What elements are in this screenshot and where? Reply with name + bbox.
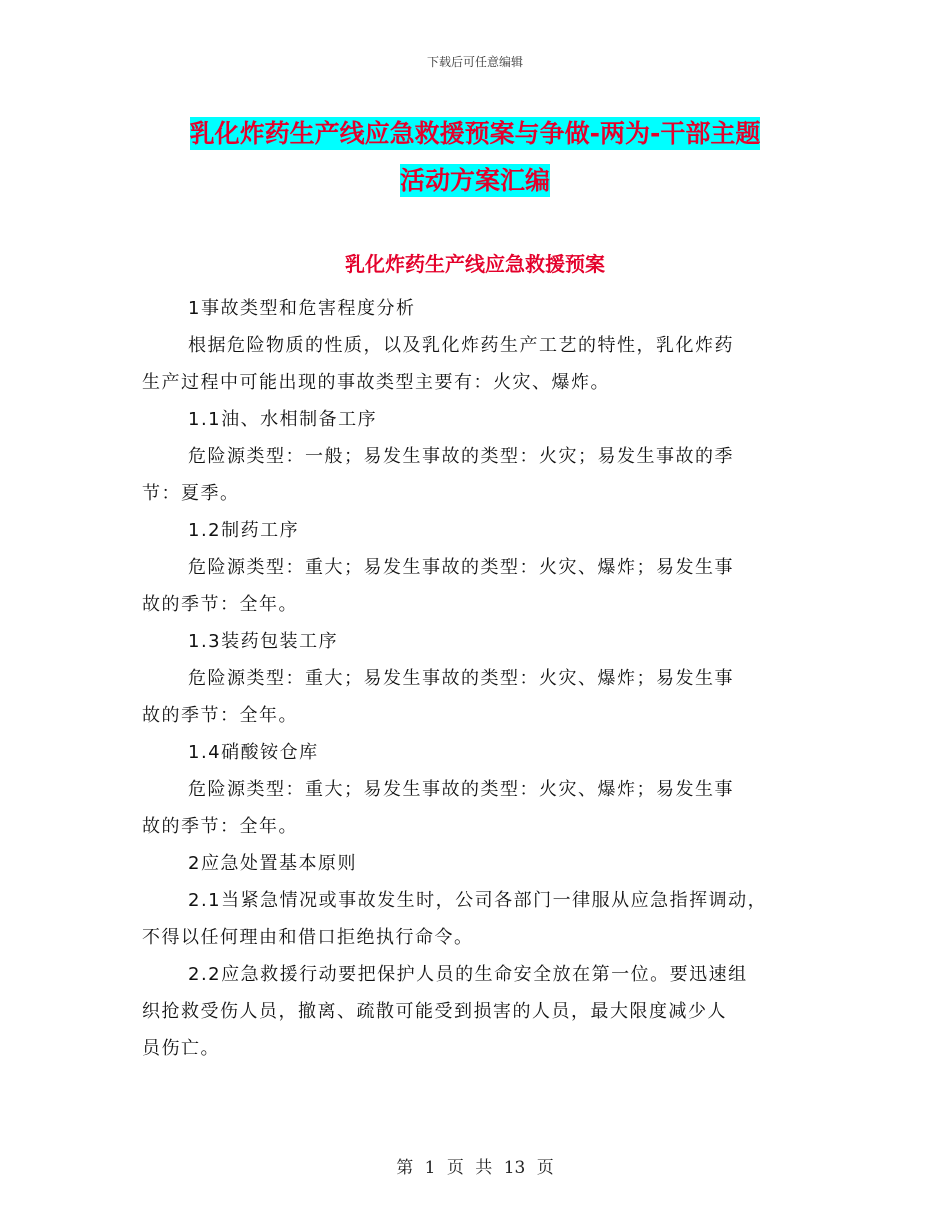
body-line: 1.1油、水相制备工序: [188, 409, 378, 430]
body-line: 1.3装药包装工序: [188, 631, 339, 652]
page-footer: 第 1 页 共 13 页: [396, 1158, 554, 1178]
body-line: 织抢救受伤人员，撤离、疏散可能受到损害的人员，最大限度减少人: [142, 1001, 727, 1022]
body-line: 1.4硝酸铵仓库: [188, 742, 319, 763]
body-line: 危险源类型：重大；易发生事故的类型：火灾、爆炸；易发生事: [188, 779, 734, 800]
body-line: 2.2应急救援行动要把保护人员的生命安全放在第一位。要迅速组: [188, 964, 748, 985]
body-line: 节：夏季。: [142, 483, 240, 504]
body-line: 故的季节：全年。: [142, 705, 298, 726]
body-line: 危险源类型：一般；易发生事故的类型：火灾；易发生事故的季: [188, 446, 734, 467]
body-text: [142, 290, 842, 1067]
body-line: 故的季节：全年。: [142, 594, 298, 615]
body-line: 根据危险物质的性质，以及乳化炸药生产工艺的特性，乳化炸药: [188, 335, 734, 356]
body-line: 故的季节：全年。: [142, 816, 298, 837]
document-title-line-1: 乳化炸药生产线应急救援预案与争做-两为-干部主题: [189, 119, 761, 148]
body-line: 不得以任何理由和借口拒绝执行命令。: [142, 927, 474, 948]
body-line: 危险源类型：重大；易发生事故的类型：火灾、爆炸；易发生事: [188, 557, 734, 578]
body-line: 2应急处置基本原则: [188, 853, 357, 874]
body-line: 生产过程中可能出现的事故类型主要有：火灾、爆炸。: [142, 372, 610, 393]
body-line: 危险源类型：重大；易发生事故的类型：火灾、爆炸；易发生事: [188, 668, 734, 689]
page-header-note: 下载后可任意编辑: [426, 55, 523, 69]
body-line: 1事故类型和危害程度分析: [188, 298, 416, 319]
body-line: 1.2制药工序: [188, 520, 300, 541]
body-line: 2.1当紧急情况或事故发生时，公司各部门一律服从应急指挥调动，: [188, 890, 768, 911]
section-title: 乳化炸药生产线应急救援预案: [345, 252, 605, 276]
document-title-line-2: 活动方案汇编: [399, 166, 550, 195]
document-title: [0, 110, 950, 204]
body-line: 员伤亡。: [142, 1038, 220, 1059]
